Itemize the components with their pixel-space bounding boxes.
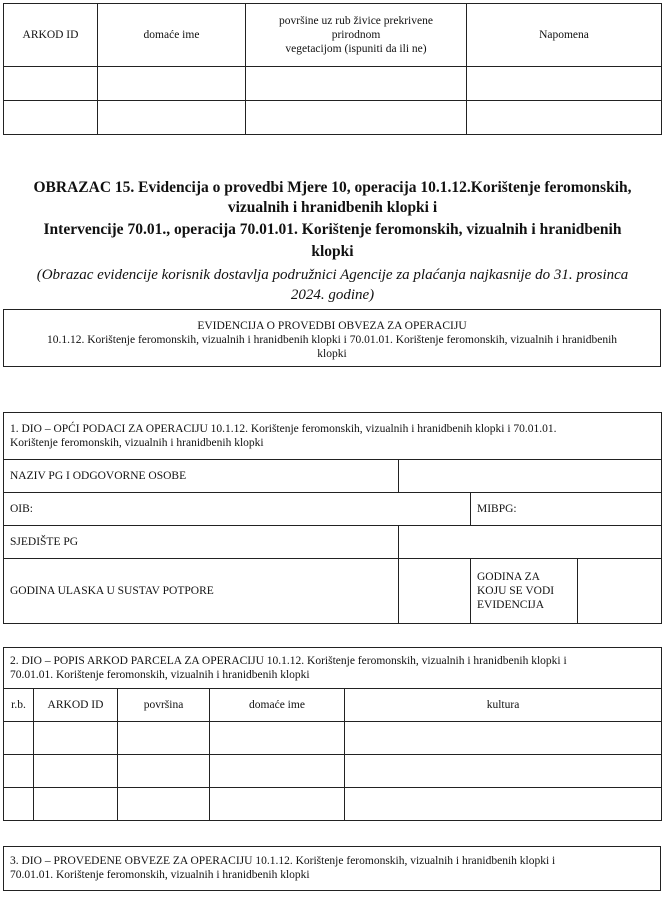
godina-za-line: EVIDENCIJA (477, 599, 545, 611)
evidence-box (3, 309, 661, 367)
evidence-box-line: EVIDENCIJA O PROVEDBI OBVEZA ZA OPERACIJU (197, 320, 467, 332)
header-povrsine-line: površine uz rub živice prekrivene (279, 15, 433, 27)
input-cell[interactable] (4, 101, 98, 135)
evidence-box-line: 10.1.12. Korištenje feromonskih, vizualnih i hranidbenih klopki i 70.01.01. Korištenje feromonskih, vizualnih i hranidbenih (46, 334, 618, 346)
input-cell[interactable] (4, 67, 98, 101)
input-cell[interactable] (98, 67, 246, 101)
input-cell[interactable] (210, 722, 345, 755)
input-cell[interactable] (345, 755, 662, 788)
input-cell[interactable] (118, 755, 210, 788)
form-title-line: klopki (311, 243, 354, 260)
sjediste-pg-label: SJEDIŠTE PG (4, 526, 399, 559)
input-cell[interactable] (345, 722, 662, 755)
header-domace-ime: domaće ime (210, 689, 345, 722)
form-title-line: vizualnih i hranidbenih klopki i (227, 199, 438, 216)
header-povrsine-line: vegetacijom (ispuniti da ili ne) (285, 43, 427, 55)
header-povrsine (246, 4, 467, 67)
header-rb: r.b. (4, 689, 34, 722)
oib-field[interactable] (4, 493, 471, 526)
input-cell[interactable] (98, 101, 246, 135)
input-cell[interactable] (4, 788, 34, 821)
section1-heading (4, 413, 662, 460)
table-row (4, 101, 662, 135)
mibpg-label: MIBPG: (477, 503, 517, 515)
section1-heading-line: 1. DIO – OPĆI PODACI ZA OPERACIJU 10.1.12. Korištenje feromonskih, vizualnih i hranidbenih klopki i 70.01.01. (10, 423, 557, 435)
section2-heading-line: 70.01.01. Korištenje feromonskih, vizualnih i hranidbenih klopki (10, 669, 310, 681)
godina-za-label (471, 559, 578, 624)
input-cell[interactable] (34, 722, 118, 755)
input-cell[interactable] (246, 67, 467, 101)
naziv-pg-input[interactable] (399, 460, 662, 493)
header-arkod-id: ARKOD ID (34, 689, 118, 722)
header-napomena: Napomena (467, 4, 662, 67)
section3-heading-line: 3. DIO – PROVEDENE OBVEZE ZA OPERACIJU 10.1.12. Korištenje feromonskih, vizualnih i hranidbenih klopki i (10, 855, 556, 867)
section3-heading-line: 70.01.01. Korištenje feromonskih, vizualnih i hranidbenih klopki (10, 869, 310, 881)
input-cell[interactable] (210, 788, 345, 821)
table-row (4, 788, 662, 821)
input-cell[interactable] (34, 788, 118, 821)
input-cell[interactable] (345, 788, 662, 821)
input-cell[interactable] (4, 755, 34, 788)
top-table (3, 3, 662, 135)
evidence-box-line: klopki (317, 348, 347, 360)
section2-heading (4, 648, 662, 689)
form-title-line: Intervencije 70.01., operacija 70.01.01. Korištenje feromonskih, vizualnih i hranidbenih (43, 221, 622, 238)
input-cell[interactable] (467, 101, 662, 135)
form-subtitle-line: (Obrazac evidencije korisnik dostavlja podružnici Agencije za plaćanja najkasnije do 31. prosinca (36, 267, 629, 283)
table-row (4, 755, 662, 788)
header-kultura: kultura (345, 689, 662, 722)
section1-heading-line: Korištenje feromonskih, vizualnih i hranidbenih klopki (10, 437, 264, 449)
header-arkod-id: ARKOD ID (4, 4, 98, 67)
table-row (4, 722, 662, 755)
header-povrsina: površina (118, 689, 210, 722)
header-povrsine-line: prirodnom (331, 29, 381, 41)
table-row (4, 67, 662, 101)
input-cell[interactable] (118, 722, 210, 755)
section1-table (3, 412, 662, 624)
godina-ulaska-label: GODINA ULASKA U SUSTAV POTPORE (4, 559, 399, 624)
input-cell[interactable] (118, 788, 210, 821)
input-cell[interactable] (34, 755, 118, 788)
input-cell[interactable] (467, 67, 662, 101)
input-cell[interactable] (210, 755, 345, 788)
section2-heading-line: 2. DIO – POPIS ARKOD PARCELA ZA OPERACIJU 10.1.12. Korištenje feromonskih, vizualnih i hranidbenih klopki i (10, 655, 567, 667)
sjediste-pg-input[interactable] (399, 526, 662, 559)
section2-table (3, 647, 662, 821)
input-cell[interactable] (246, 101, 467, 135)
godina-za-line: KOJU SE VODI (477, 585, 555, 597)
godina-za-line: GODINA ZA (477, 571, 540, 583)
oib-label: OIB: (10, 503, 33, 515)
godina-ulaska-input[interactable] (399, 559, 471, 624)
form-subtitle-line: 2024. godine) (290, 287, 375, 303)
header-domace-ime: domaće ime (98, 4, 246, 67)
section3-heading (3, 846, 661, 891)
naziv-pg-label: NAZIV PG I ODGOVORNE OSOBE (4, 460, 399, 493)
godina-za-input[interactable] (578, 559, 662, 624)
input-cell[interactable] (4, 722, 34, 755)
mibpg-field[interactable] (471, 493, 662, 526)
form-title-line: OBRAZAC 15. Evidencija o provedbi Mjere 10, operacija 10.1.12.Korištenje feromonskih, (33, 179, 632, 196)
